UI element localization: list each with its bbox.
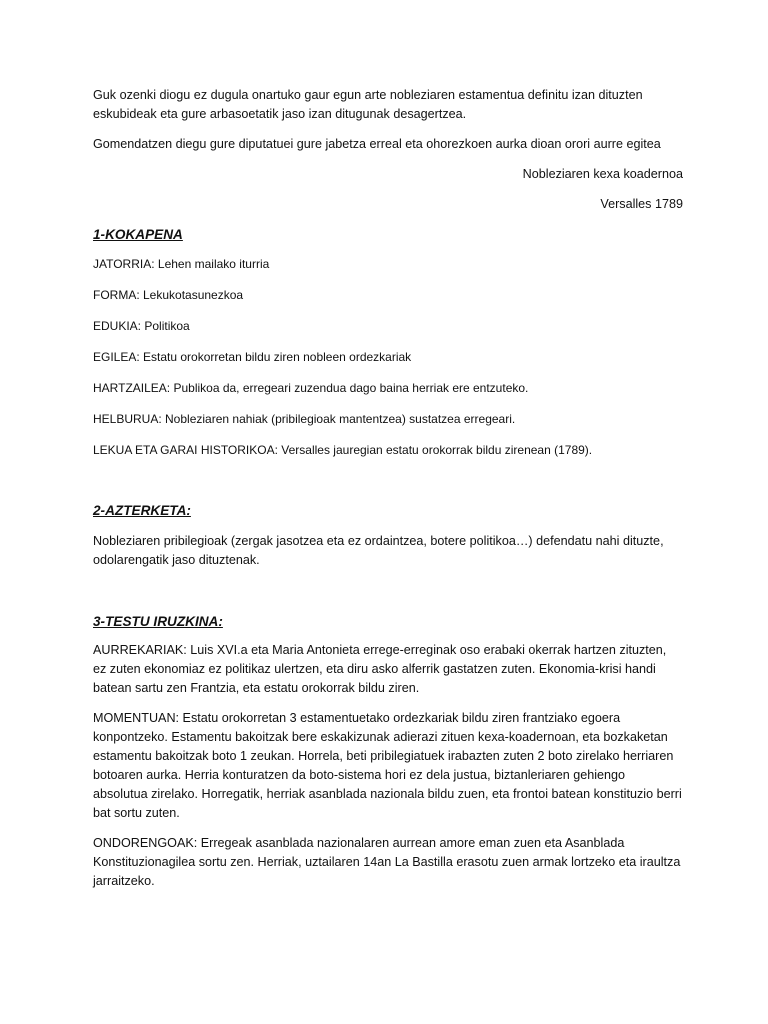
kokapena-item: LEKUA ETA GARAI HISTORIKOA: Versalles jauregian estatu orokorrak bildu zirenean (1789).: [93, 443, 593, 457]
intro-paragraph-1: Guk ozenki diogu ez dugula onartuko gaur egun arte nobleziaren estamentua definitu izan dituzten eskubideak eta gure arbasoetatik jaso izan ditugunak desagertzea.: [93, 88, 643, 121]
kokapena-item: EGILEA: Estatu orokorretan bildu ziren nobleen ordezkariak: [93, 350, 412, 364]
section-heading-testu-iruzkina: 3-TESTU IRUZKINA:: [93, 614, 223, 629]
momentuan-paragraph: MOMENTUAN: Estatu orokorretan 3 estamentuetako ordezkariak bildu ziren frantziako egoera konpontzeko. Estamentu bakoitzak bere eskakizunak adierazi zituen kexa-koadernoan, eta bozkaketan estamentu bakoitzak boto 1 zeukan. Horrela, beti pribilegiatuek irabazten zuten 2 boto zirelako herriaren botoaren aurka. Herria konturatzen da boto-sistema hori ez dela justua, biztanleriaren gehiengo absolutua zirelako. Horregatik, herriak asanblada nazionala bildu zuen, eta frontoi batean konstituzio berri bat sortu zuten.: [93, 711, 682, 820]
source-place-date: Versalles 1789: [600, 197, 683, 211]
document-page: [93, 86, 683, 902]
kokapena-item: EDUKIA: Politikoa: [93, 319, 190, 333]
source-title: Nobleziaren kexa koadernoa: [522, 167, 683, 181]
kokapena-item: FORMA: Lekukotasunezkoa: [93, 288, 244, 302]
section-heading-kokapena: 1-KOKAPENA: [93, 227, 183, 242]
quoted-source-text: [93, 86, 683, 214]
section-heading-azterketa: 2-AZTERKETA:: [93, 503, 191, 518]
aurrekariak-paragraph: AURREKARIAK: Luis XVI.a eta Maria Antonieta errege-erreginak oso erabaki okerrak hartzen zituzten, ez zuten ekonomiaz ez politikaz ulertzen, eta diru asko alferrik gastatzen zuten. Ekonomia-krisi handi batean sartu zen Frantzia, eta estatu orokorrak bildu ziren.: [93, 643, 667, 695]
azterketa-paragraph: Nobleziaren pribilegioak (zergak jasotzea eta ez ordaintzea, botere politikoa…) defendatu nahi dituzte, odolarengatik jaso dituztenak.: [93, 534, 664, 567]
kokapena-item: HARTZAILEA: Publikoa da, erregeari zuzendua dago baina herriak ere entzuteko.: [93, 381, 529, 395]
ondorengoak-paragraph: ONDORENGOAK: Erregeak asanblada nazionalaren aurrean amore eman zuen eta Asanblada Konstituzionagilea sortu zen. Herriak, uztailaren 14an La Bastilla erasotu zuen armak lortzeko eta iraultza jarraitzeko.: [93, 836, 681, 888]
kokapena-item: JATORRIA: Lehen mailako iturria: [93, 257, 270, 271]
intro-paragraph-2: Gomendatzen diegu gure diputatuei gure jabetza erreal eta ohorezkoen aurka dioan orori aurre egitea: [93, 137, 661, 151]
kokapena-list: [93, 255, 683, 460]
kokapena-item: HELBURUA: Nobleziaren nahiak (pribilegioak mantentzea) sustatzea erregeari.: [93, 412, 516, 426]
